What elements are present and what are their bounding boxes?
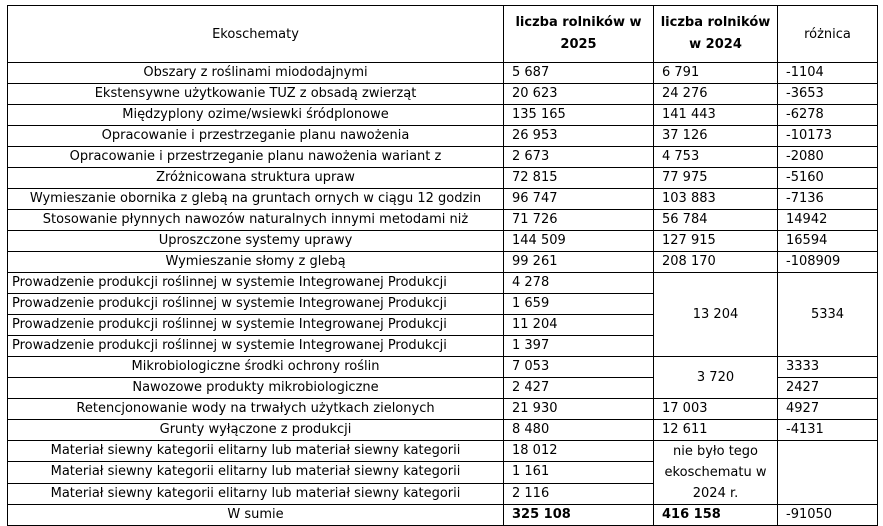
table-row bbox=[8, 147, 878, 168]
total-farmers-2024: 416 158 bbox=[654, 505, 778, 526]
farmers-2025: 8 480 bbox=[504, 420, 654, 441]
farmers-2024: 141 443 bbox=[654, 105, 778, 126]
ecoschemes-table bbox=[7, 5, 878, 526]
farmers-2025: 1 659 bbox=[504, 294, 654, 315]
total-label: W sumie bbox=[8, 505, 504, 526]
farmers-2025: 26 953 bbox=[504, 126, 654, 147]
ecoscheme-name: Stosowanie płynnych nawozów naturalnych innymi metodami niż bbox=[8, 210, 504, 231]
farmers-2025: 2 116 bbox=[504, 483, 654, 504]
table-row bbox=[8, 273, 878, 294]
farmers-2025: 5 687 bbox=[504, 63, 654, 84]
total-difference: -91050 bbox=[778, 505, 878, 526]
ecoscheme-name: Obszary z roślinami miododajnymi bbox=[8, 63, 504, 84]
difference: -5160 bbox=[778, 168, 878, 189]
ecoscheme-name: Prowadzenie produkcji roślinnej w systemie Integrowanej Produkcji bbox=[8, 315, 504, 336]
farmers-2025: 1 397 bbox=[504, 336, 654, 357]
difference: 14942 bbox=[778, 210, 878, 231]
farmers-2025: 20 623 bbox=[504, 84, 654, 105]
difference: -4131 bbox=[778, 420, 878, 441]
farmers-2024: 24 276 bbox=[654, 84, 778, 105]
ecoscheme-name: Mikrobiologiczne środki ochrony roślin bbox=[8, 357, 504, 378]
table-row bbox=[8, 210, 878, 231]
table-row bbox=[8, 252, 878, 273]
farmers-2025: 18 012 bbox=[504, 441, 654, 462]
farmers-2024: 56 784 bbox=[654, 210, 778, 231]
difference: -1104 bbox=[778, 63, 878, 84]
micro-group-farmers-2024: 3 720 bbox=[654, 357, 778, 399]
ecoscheme-name: Międzyplony ozime/wsiewki śródplonowe bbox=[8, 105, 504, 126]
table-row bbox=[8, 231, 878, 252]
ecoscheme-name: Grunty wyłączone z produkcji bbox=[8, 420, 504, 441]
farmers-2025: 2 673 bbox=[504, 147, 654, 168]
header-difference: różnica bbox=[778, 6, 878, 63]
table-row bbox=[8, 84, 878, 105]
farmers-2024: 4 753 bbox=[654, 147, 778, 168]
farmers-2024: 77 975 bbox=[654, 168, 778, 189]
difference: -2080 bbox=[778, 147, 878, 168]
farmers-2025: 11 204 bbox=[504, 315, 654, 336]
ecoscheme-name: Wymieszanie słomy z glebą bbox=[8, 252, 504, 273]
farmers-2025: 7 053 bbox=[504, 357, 654, 378]
header-ecoschemes: Ekoschematy bbox=[8, 6, 504, 63]
ecoscheme-name: Nawozowe produkty mikrobiologiczne bbox=[8, 378, 504, 399]
table-row bbox=[8, 399, 878, 420]
ecoscheme-name: Prowadzenie produkcji roślinnej w systemie Integrowanej Produkcji bbox=[8, 294, 504, 315]
ecoscheme-name: Zróżnicowana struktura upraw bbox=[8, 168, 504, 189]
ecoscheme-name: Wymieszanie obornika z glebą na gruntach ornych w ciągu 12 godzin bbox=[8, 189, 504, 210]
farmers-2025: 135 165 bbox=[504, 105, 654, 126]
difference: -10173 bbox=[778, 126, 878, 147]
header-row bbox=[8, 6, 878, 63]
farmers-2024: 17 003 bbox=[654, 399, 778, 420]
ecoscheme-name: Materiał siewny kategorii elitarny lub materiał siewny kategorii bbox=[8, 441, 504, 462]
farmers-2025: 2 427 bbox=[504, 378, 654, 399]
header-farmers-2024: liczba rolników w 2024 bbox=[654, 6, 778, 63]
farmers-2025: 21 930 bbox=[504, 399, 654, 420]
table-row bbox=[8, 168, 878, 189]
total-row bbox=[8, 505, 878, 526]
ecoscheme-name: Uproszczone systemy uprawy bbox=[8, 231, 504, 252]
farmers-2025: 1 161 bbox=[504, 462, 654, 483]
table-row bbox=[8, 420, 878, 441]
farmers-2025: 71 726 bbox=[504, 210, 654, 231]
farmers-2025: 96 747 bbox=[504, 189, 654, 210]
farmers-2024: 103 883 bbox=[654, 189, 778, 210]
ip-group-farmers-2024: 13 204 bbox=[654, 273, 778, 357]
difference: 4927 bbox=[778, 399, 878, 420]
farmers-2024: 6 791 bbox=[654, 63, 778, 84]
difference: -7136 bbox=[778, 189, 878, 210]
difference: 2427 bbox=[778, 378, 878, 399]
farmers-2024: 37 126 bbox=[654, 126, 778, 147]
ecoscheme-name: Materiał siewny kategorii elitarny lub materiał siewny kategorii bbox=[8, 483, 504, 504]
table-row bbox=[8, 357, 878, 378]
header-farmers-2025: liczba rolników w 2025 bbox=[504, 6, 654, 63]
farmers-2024: 208 170 bbox=[654, 252, 778, 273]
table-row bbox=[8, 441, 878, 462]
table-row bbox=[8, 189, 878, 210]
ecoscheme-name: Ekstensywne użytkowanie TUZ z obsadą zwierząt bbox=[8, 84, 504, 105]
ecoscheme-name: Prowadzenie produkcji roślinnej w systemie Integrowanej Produkcji bbox=[8, 273, 504, 294]
total-farmers-2025: 325 108 bbox=[504, 505, 654, 526]
farmers-2024: 127 915 bbox=[654, 231, 778, 252]
difference: 16594 bbox=[778, 231, 878, 252]
difference: -108909 bbox=[778, 252, 878, 273]
farmers-2025: 99 261 bbox=[504, 252, 654, 273]
ecoscheme-name: Prowadzenie produkcji roślinnej w systemie Integrowanej Produkcji bbox=[8, 336, 504, 357]
table-row bbox=[8, 63, 878, 84]
seed-group-difference-empty bbox=[778, 441, 878, 505]
seed-group-note: nie było tego ekoschematu w 2024 r. bbox=[654, 441, 778, 505]
farmers-2025: 72 815 bbox=[504, 168, 654, 189]
ecoscheme-name: Opracowanie i przestrzeganie planu nawożenia wariant z bbox=[8, 147, 504, 168]
table-row bbox=[8, 126, 878, 147]
farmers-2025: 144 509 bbox=[504, 231, 654, 252]
difference: -6278 bbox=[778, 105, 878, 126]
difference: -3653 bbox=[778, 84, 878, 105]
ecoscheme-name: Materiał siewny kategorii elitarny lub materiał siewny kategorii bbox=[8, 462, 504, 483]
farmers-2024: 12 611 bbox=[654, 420, 778, 441]
table-row bbox=[8, 105, 878, 126]
farmers-2025: 4 278 bbox=[504, 273, 654, 294]
difference: 3333 bbox=[778, 357, 878, 378]
ip-group-difference: 5334 bbox=[778, 273, 878, 357]
ecoscheme-name: Opracowanie i przestrzeganie planu nawożenia bbox=[8, 126, 504, 147]
ecoscheme-name: Retencjonowanie wody na trwałych użytkach zielonych bbox=[8, 399, 504, 420]
